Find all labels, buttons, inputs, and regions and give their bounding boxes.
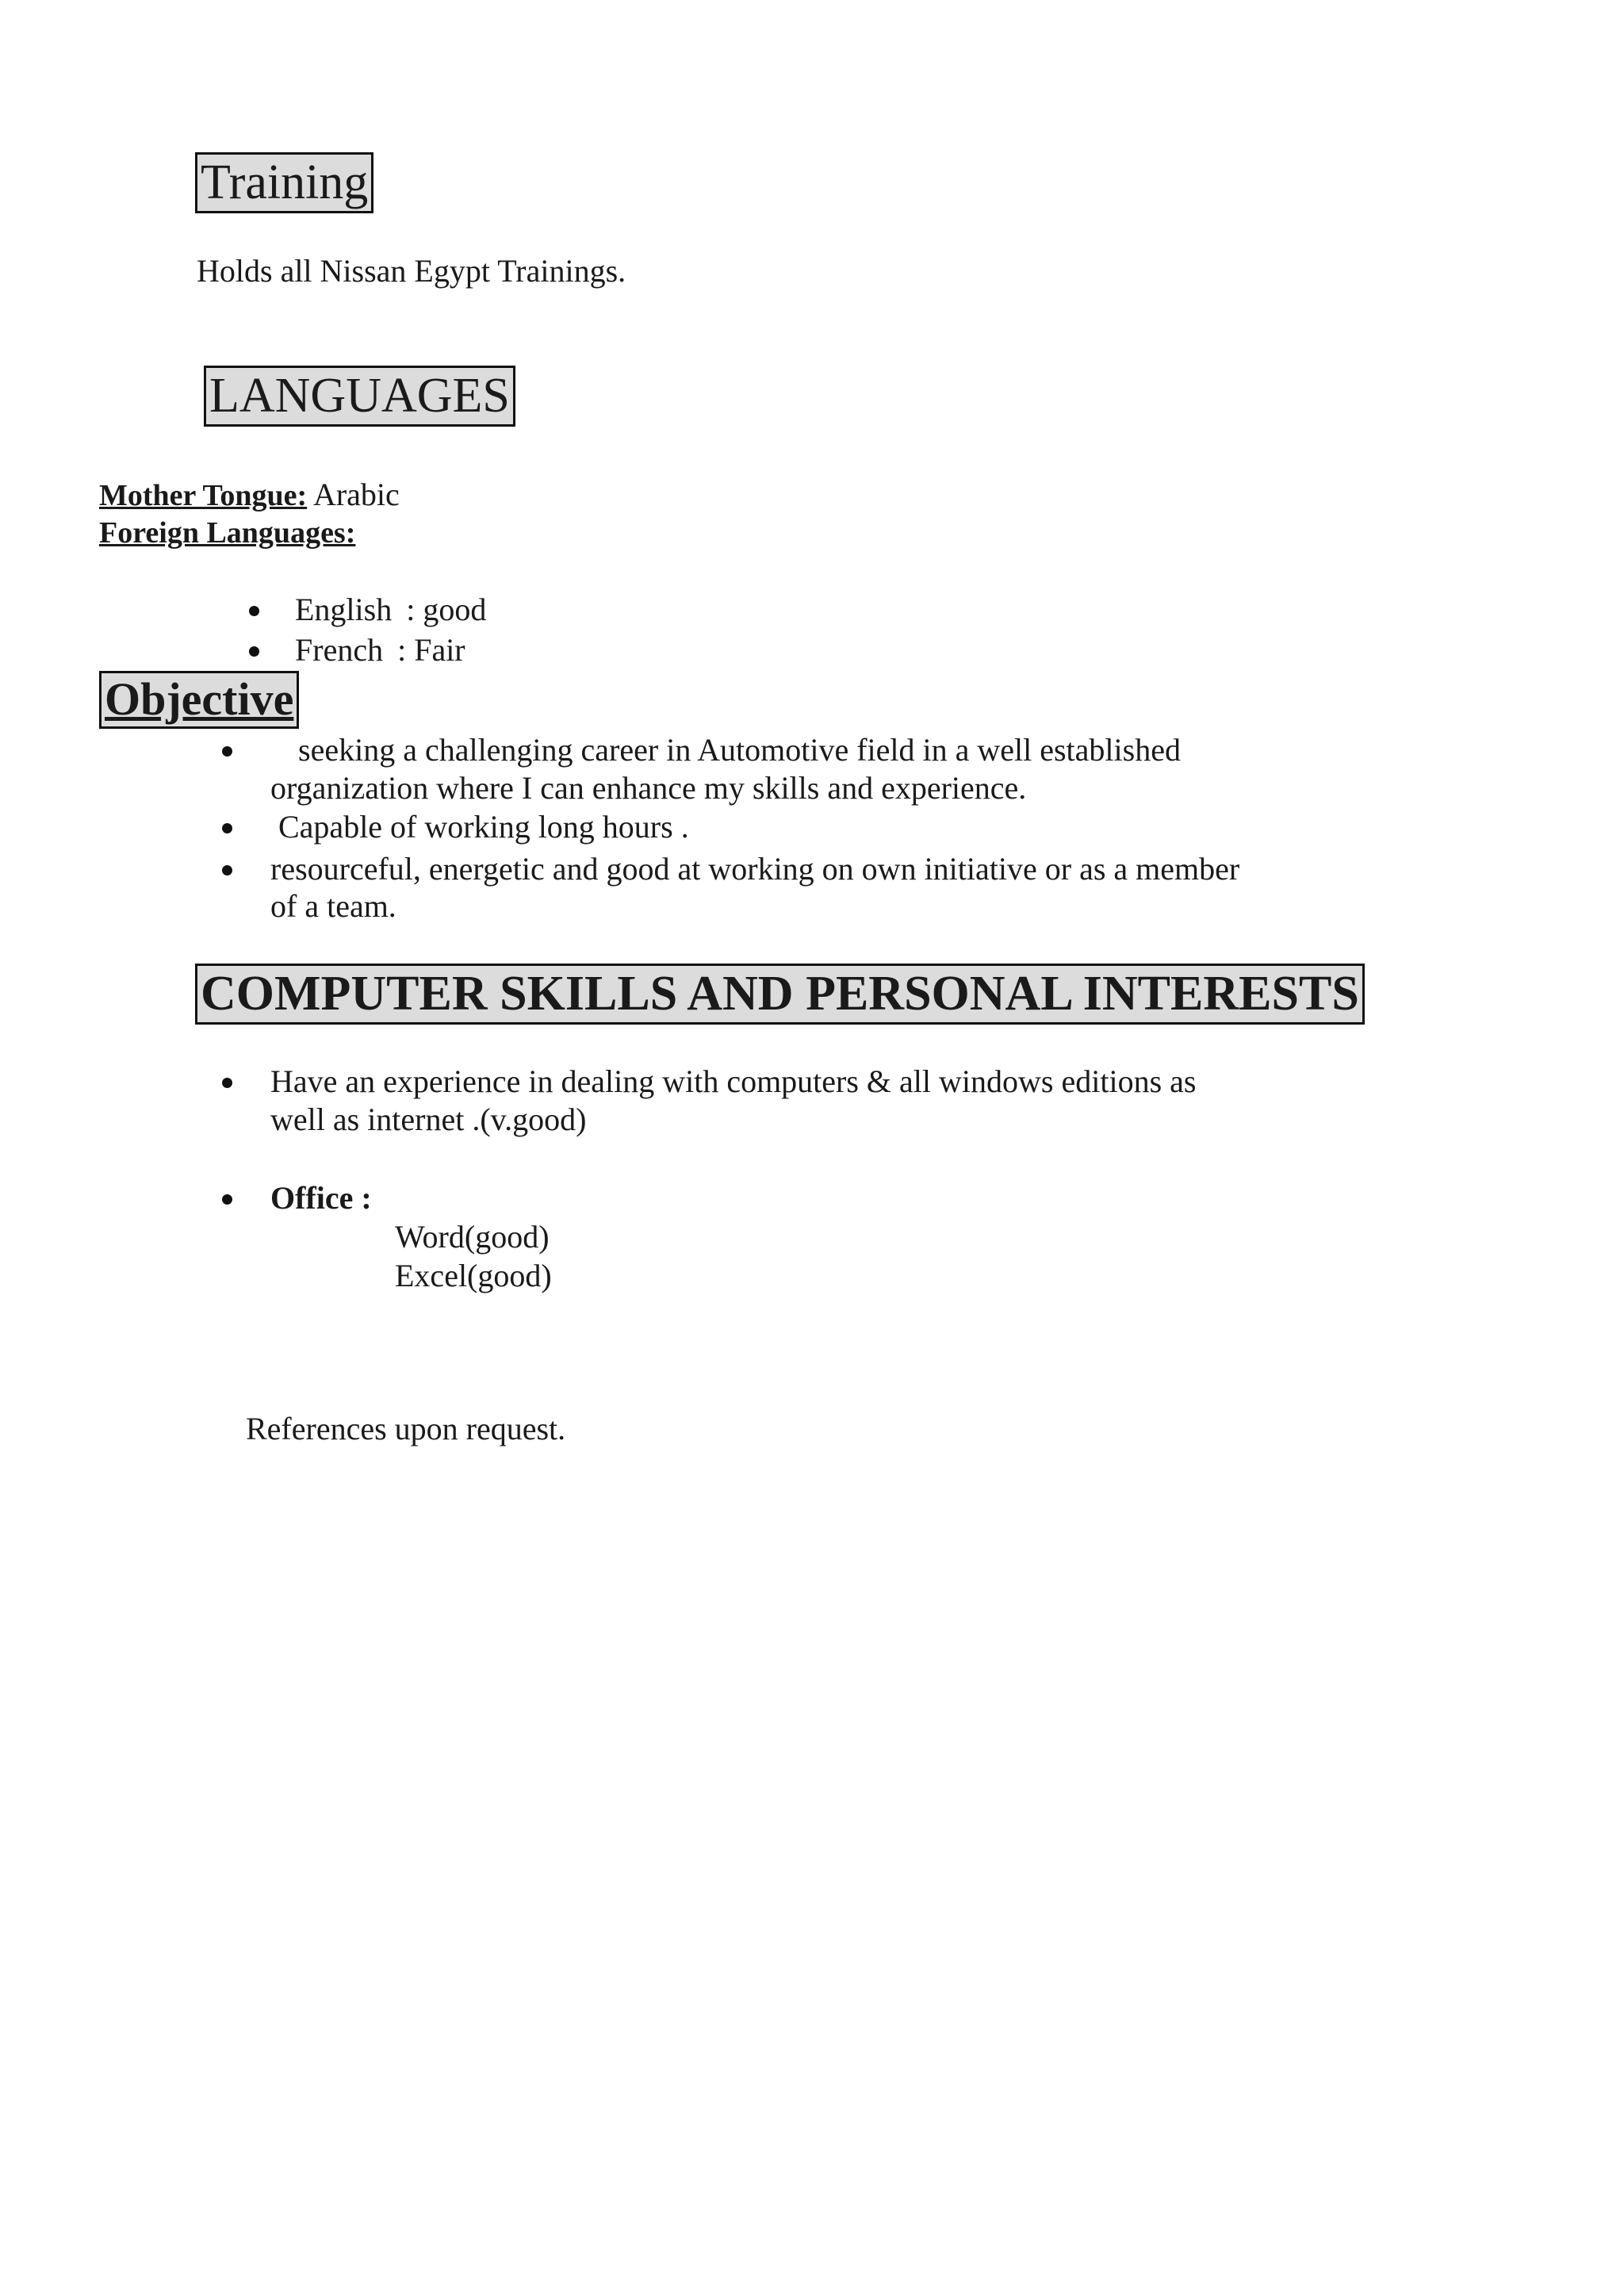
references-text: References upon request. (246, 1411, 566, 1446)
computer-item-1-line-1: Have an experience in dealing with computers & all windows editions as (270, 1063, 1197, 1099)
bullet-icon (222, 823, 232, 833)
language-english (295, 591, 486, 628)
mother-tongue-line (99, 476, 400, 513)
bullet-icon (249, 646, 259, 657)
language-french (295, 631, 465, 669)
bullet-icon (222, 1194, 232, 1205)
bullet-icon (222, 865, 232, 875)
objective-item-3-line-2: of a team. (270, 888, 396, 924)
objective-item-1-line-1: seeking a challenging career in Automotive field in a well established (298, 732, 1181, 768)
objective-item-1-line-2: organization where I can enhance my skills and experience. (270, 770, 1027, 806)
computer-skills-heading: COMPUTER SKILLS AND PERSONAL INTERESTS (195, 964, 1365, 1025)
objective-item-2: Capable of working long hours . (278, 809, 689, 845)
bullet-icon (222, 1078, 232, 1088)
mother-tongue-label: Mother Tongue: (99, 479, 308, 512)
languages-heading: LANGUAGES (204, 366, 515, 427)
mother-tongue-value: Arabic (307, 477, 400, 512)
foreign-languages-label: Foreign Languages: (99, 516, 356, 550)
training-text: Holds all Nissan Egypt Trainings. (197, 253, 626, 289)
training-heading: Training (195, 152, 373, 213)
objective-heading: Objective (99, 671, 299, 729)
bullet-icon (249, 606, 259, 616)
office-label: Office : (270, 1180, 372, 1216)
computer-item-1-line-2: well as internet .(v.good) (270, 1102, 587, 1137)
objective-item-3-line-1: resourceful, energetic and good at working on own initiative or as a member (270, 851, 1240, 887)
bullet-icon (222, 746, 232, 757)
office-item-word: Word(good) (395, 1219, 550, 1255)
language-name: English (295, 592, 393, 627)
language-name: French (295, 632, 384, 668)
language-level: : Fair (397, 632, 465, 668)
office-item-excel: Excel(good) (395, 1258, 552, 1293)
language-level: : good (406, 592, 487, 627)
